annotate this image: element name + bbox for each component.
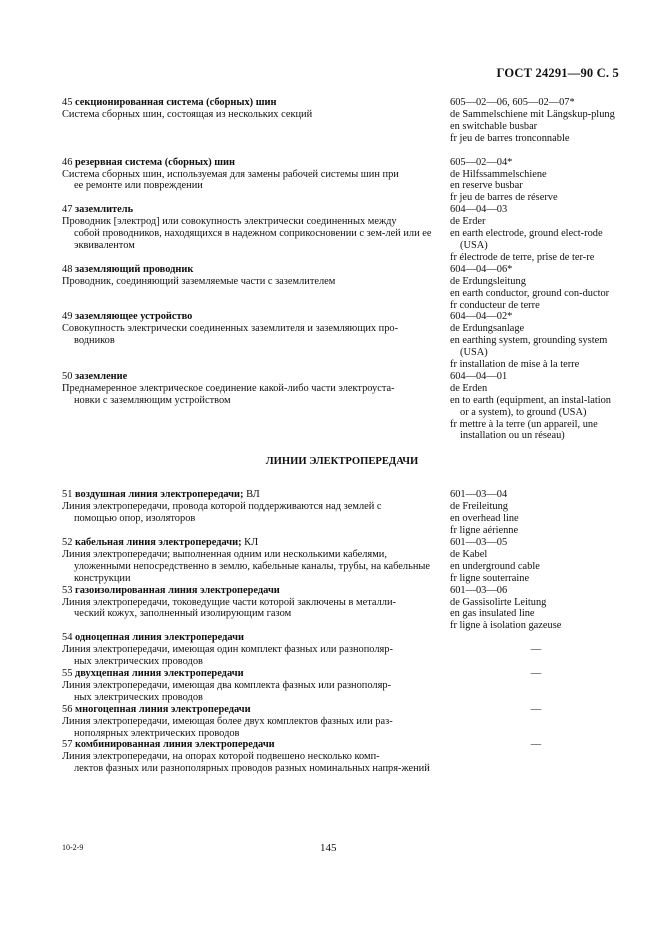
entry-definition-cont: собой проводников, находящихся в надежном соприкосновении с зем-лей или ее эквивалентом <box>74 228 432 251</box>
iec-reference: 605—02—06, 605—02—07* <box>450 97 575 108</box>
translation-en: en overhead line <box>450 513 519 525</box>
entry-number: 54 <box>62 632 73 644</box>
entry-abbreviation: КЛ <box>244 537 259 548</box>
entry-term: комбинированная линия электропередачи <box>75 739 275 751</box>
entry-definition: Совокупность электрически соединенных заземлителя и заземляющих про- <box>62 323 399 335</box>
entry-term: воздушная линия электропередачи; <box>75 489 244 501</box>
no-equivalent-dash: — <box>530 703 542 715</box>
entry-45 <box>62 97 622 145</box>
translation-de: de Freileitung <box>450 501 509 513</box>
entry-number: 56 <box>62 703 73 715</box>
entry-53 <box>62 585 622 633</box>
section-title: ЛИНИИ ЭЛЕКТРОПЕРЕДАЧИ <box>265 456 419 468</box>
iec-reference: 605—02—04* <box>450 156 513 168</box>
entry-term: кабельная линия электропередачи; <box>75 537 242 548</box>
entry-definition-cont: помощью опор, изоляторов <box>74 513 196 525</box>
entry-54 <box>62 632 622 668</box>
iec-reference: 601—03—04 <box>450 489 508 501</box>
translation-fr: fr conducteur de terre <box>450 299 540 311</box>
entry-definition: Линия электропередачи, на опорах которой подвешено несколько комп- <box>62 751 380 763</box>
entry-term: заземляющий проводник <box>75 263 194 275</box>
translation-en: en to earth (equipment, an instal-lation or a system), to ground (USA) <box>450 394 612 418</box>
entry-definition: Система сборных шин, состоящая из нескольких секций <box>62 108 313 120</box>
entry-number: 48 <box>62 263 73 275</box>
no-equivalent-dash: — <box>530 739 542 751</box>
entry-definition: Проводник [электрод] или совокупность электрически соединенных между <box>62 216 397 228</box>
entry-52 <box>62 537 622 585</box>
entry-term: одноцепная линия электропередачи <box>75 632 244 644</box>
no-equivalent-dash: — <box>530 667 542 679</box>
entry-definition: Линия электропередачи, провода которой поддерживаются над землей с <box>62 501 382 513</box>
iec-reference: 601—03—06 <box>450 584 508 596</box>
translation-de: de Erder <box>450 216 486 228</box>
translation-fr: fr installation de mise à la terre <box>450 359 580 371</box>
translation-en: en gas insulated line <box>450 608 535 620</box>
translation-fr: fr ligne souterraine <box>450 572 530 584</box>
translation-fr: fr électrode de terre, prise de ter-re <box>450 251 595 263</box>
entry-48 <box>62 264 622 312</box>
translation-fr: fr jeu de barres tronconnable <box>450 132 570 144</box>
translation-en: en earth conductor, ground con-ductor <box>450 287 610 299</box>
entry-number: 51 <box>62 489 73 501</box>
entry-definition: Система сборных шин, используемая для замены рабочей системы шин при <box>62 168 399 180</box>
entry-definition: Линия электропередачи, имеющая более двух комплектов фазных или раз- <box>62 715 393 727</box>
entry-definition: Линия электропередачи, токоведущие части которой заключены в металли- <box>62 596 396 608</box>
translation-fr: fr mettre à la terre (un appareil, une installation ou un réseau) <box>450 418 598 442</box>
entry-definition-cont: ее ремонте или повреждении <box>74 180 203 192</box>
entry-57 <box>62 739 622 775</box>
entry-abbreviation: ВЛ <box>246 489 260 501</box>
translation-fr: fr ligne aérienne <box>450 525 519 537</box>
page-number: 145 <box>320 842 337 854</box>
entry-definition: Линия электропередачи, имеющая два комплекта фазных или разнополяр- <box>62 679 392 691</box>
translation-en: en reserve busbar <box>450 180 523 192</box>
translation-en: en switchable busbar <box>450 120 538 132</box>
entry-definition-cont: новки с заземляющим устройством <box>74 394 231 406</box>
entry-definition-cont: ных электрических проводов <box>74 691 203 703</box>
iec-reference: 601—03—05 <box>450 537 508 548</box>
translation-de: de Erden <box>450 382 488 394</box>
entry-definition: Линия электропередачи; выполненная одним или несколькими кабелями, <box>62 548 387 560</box>
entry-number: 57 <box>62 739 73 751</box>
entry-definition-cont: лектов фазных или разнополярных проводов разных номинальных напря-жений <box>74 763 430 775</box>
entry-number: 45 <box>62 97 73 108</box>
entry-term: двухцепная линия электропередачи <box>75 667 244 679</box>
entry-definition: Проводник, соединяющий заземляемые части с заземлителем <box>62 275 336 287</box>
no-equivalent-dash: — <box>530 644 542 656</box>
translation-de: de Erdungsanlage <box>450 323 525 335</box>
iec-reference: 604—04—06* <box>450 263 513 275</box>
entry-number: 50 <box>62 370 73 382</box>
entry-term: заземлитель <box>75 204 134 216</box>
iec-reference: 604—04—03 <box>450 204 508 216</box>
translation-en: en underground cable <box>450 560 540 572</box>
footer-code: 10-2-9 <box>62 843 84 852</box>
entry-51 <box>62 489 622 537</box>
iec-reference: 604—04—02* <box>450 311 513 323</box>
entry-49 <box>62 311 622 371</box>
entry-number: 49 <box>62 311 73 323</box>
entry-definition-cont: водников <box>74 335 115 347</box>
entry-number: 47 <box>62 204 73 216</box>
entry-definition: Линия электропередачи, имеющая один комплект фазных или разнополяр- <box>62 644 393 656</box>
entry-definition-cont: ческий кожух, заполненный изолирующим газом <box>74 608 292 620</box>
entry-definition: Преднамеренное электрическое соединение какой-либо части электроуста- <box>62 382 395 394</box>
entry-number: 46 <box>62 156 73 168</box>
entry-46 <box>62 157 622 205</box>
translation-en: en earthing system, grounding system (USA) <box>450 335 608 359</box>
entry-number: 52 <box>62 537 73 548</box>
entry-term: резервная система (сборных) шин <box>75 156 236 168</box>
entry-term: многоцепная линия электропередачи <box>75 703 251 715</box>
entry-47 <box>62 204 622 264</box>
entry-definition-cont: уложенными непосредственно в землю, кабельные каналы, трубы, на кабельные конструкции <box>74 560 430 584</box>
translation-fr: fr jeu de barres de réserve <box>450 192 558 204</box>
entry-definition-cont: ных электрических проводов <box>74 656 203 668</box>
entry-term: газоизолированная линия электропередачи <box>75 584 280 596</box>
entry-term: заземление <box>75 370 128 382</box>
entry-term: заземляющее устройство <box>75 311 193 323</box>
translation-de: de Kabel <box>450 548 488 560</box>
entry-number: 53 <box>62 584 73 596</box>
entry-definition-cont: нополярных электрических проводов <box>74 727 240 739</box>
translation-de: de Hilfssammelschiene <box>450 168 547 180</box>
entry-term: секционированная система (сборных) шин <box>75 97 277 108</box>
translation-de: de Gassisolirte Leitung <box>450 596 547 608</box>
translation-de: de Sammelschiene mit Längskup-plung <box>450 108 615 120</box>
iec-reference: 604—04—01 <box>450 370 508 382</box>
translation-de: de Erdungsleitung <box>450 275 526 287</box>
term-entries <box>62 97 622 775</box>
translation-fr: fr ligne à isolation gazeuse <box>450 620 562 632</box>
entry-56 <box>62 704 622 740</box>
page-header: ГОСТ 24291—90 С. 5 <box>496 66 619 80</box>
entry-55 <box>62 668 622 704</box>
entry-50 <box>62 371 622 442</box>
entry-number: 55 <box>62 667 73 679</box>
translation-en: en earth electrode, ground elect-rode (USA) <box>450 228 603 251</box>
